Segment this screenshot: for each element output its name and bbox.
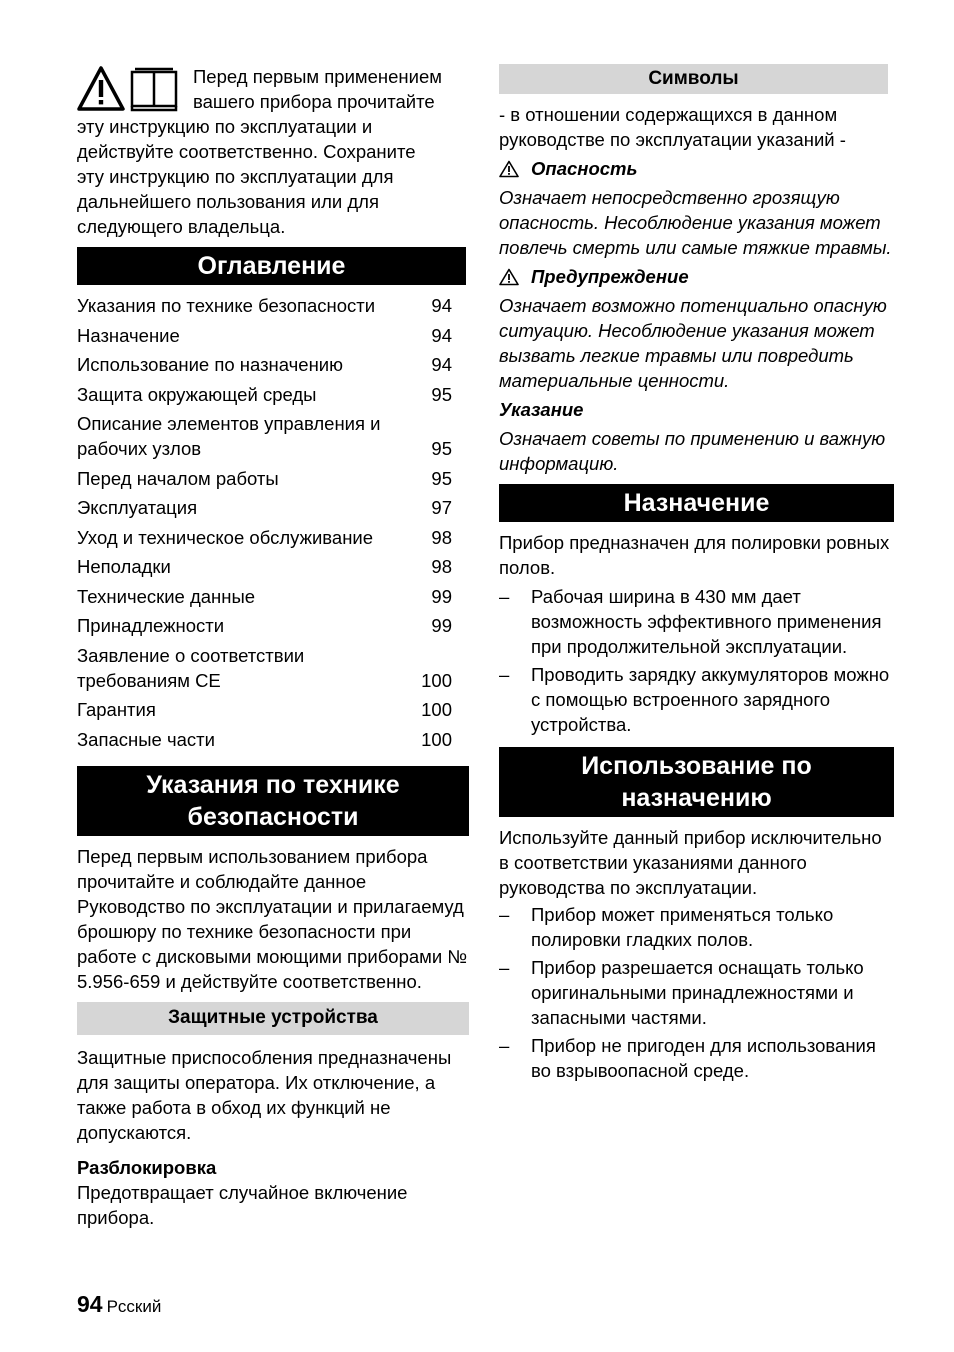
bullet-dash: –	[499, 957, 510, 978]
toc-entry[interactable]	[77, 409, 469, 464]
toc-entry-page: 98	[431, 526, 452, 548]
manual-book-icon	[132, 69, 176, 110]
toc-entry-page: 95	[431, 438, 452, 459]
intro-line: эту инструкцию по эксплуатации для	[77, 166, 394, 187]
left-column	[77, 64, 469, 1230]
purpose-heading: Назначение	[499, 484, 894, 522]
toc-entry[interactable]	[77, 523, 469, 553]
toc-entry-page: 100	[421, 699, 452, 720]
toc-entry-title: Описание элементов управления и рабочих узлов	[77, 413, 381, 459]
symbols-heading: Символы	[499, 64, 888, 94]
warning-triangle-icon	[79, 68, 123, 109]
danger-label: Опасность	[531, 158, 638, 179]
intro-line: следующего владельца.	[77, 216, 286, 237]
toc-entry-title: Запасные части	[77, 728, 215, 750]
purpose-list	[499, 584, 894, 737]
toc-entry[interactable]	[77, 695, 469, 725]
note-text: Означает советы по применению и важную информацию.	[499, 428, 886, 474]
list-item	[499, 584, 894, 659]
toc-entry-page: 100	[421, 728, 452, 750]
bullet-dash: –	[499, 586, 510, 607]
intro-line: дальнейшего пользования или для	[77, 191, 379, 212]
note-label: Указание	[499, 399, 584, 420]
bullet-dash: –	[499, 664, 510, 685]
toc-entry[interactable]	[77, 641, 469, 696]
toc-entry-page: 95	[431, 467, 452, 489]
toc-entry-page: 98	[431, 556, 452, 577]
toc-entry-title: Эксплуатация	[77, 497, 198, 518]
toc-entry-title: Уход и техническое обслуживание	[77, 526, 374, 548]
right-column	[499, 64, 894, 1093]
toc-entry-page: 99	[431, 615, 452, 636]
toc-entry-title: Технические данные	[77, 585, 256, 607]
toc-entry-page: 97	[431, 497, 452, 518]
toc-entry-title: Принадлежности	[77, 615, 225, 636]
usage-heading: Использование по назначению	[499, 747, 894, 817]
language-label: Рсский	[106, 1297, 162, 1316]
intro-line: эту инструкцию по эксплуатации и	[77, 116, 373, 137]
toc-entry[interactable]	[77, 321, 469, 351]
read-manual-icons	[77, 66, 182, 112]
list-item	[499, 902, 894, 952]
toc-entry[interactable]	[77, 380, 469, 410]
list-item	[499, 955, 894, 1030]
toc-entry-title: Перед началом работы	[77, 467, 279, 489]
toc-entry-title: Использование по назначению	[77, 354, 344, 375]
toc-heading: Оглавление	[77, 247, 466, 285]
toc-entry-title: Назначение	[77, 324, 180, 346]
table-of-contents	[77, 291, 469, 754]
toc-entry[interactable]	[77, 493, 469, 523]
warning-label: Предупреждение	[531, 266, 689, 287]
toc-entry-title: Заявление о соответствии требованиям CE	[77, 644, 305, 691]
intro-line: вашего прибора прочитайте	[193, 91, 435, 112]
usage-text: Используйте данный прибор исключительно в соответствии указаниями данного руководства по эксплуатации.	[499, 827, 882, 898]
toc-entry-page: 99	[431, 585, 452, 607]
unlock-text: Предотвращает случайное включение прибора.	[77, 1182, 408, 1228]
toc-entry[interactable]	[77, 582, 469, 612]
toc-entry[interactable]	[77, 291, 469, 321]
toc-entry[interactable]	[77, 350, 469, 380]
toc-entry-page: 95	[431, 383, 452, 405]
list-item-text: Прибор не пригоден для использования во взрывоопасной среде.	[531, 1035, 876, 1081]
toc-entry-title: Указания по технике безопасности	[77, 295, 376, 316]
toc-entry[interactable]	[77, 725, 469, 755]
bullet-dash: –	[499, 904, 510, 925]
symbols-intro: - в отношении содержащихся в данном руководстве по эксплуатации указаний -	[499, 104, 846, 150]
warning-text: Означает возможно потенциально опасную ситуацию. Несоблюдение указания может вызвать легкие травмы или повредить материальные ценности.	[499, 295, 887, 391]
list-item	[499, 1033, 894, 1083]
danger-text: Означает непосредственно грозящую опасность. Несоблюдение указания может повлечь смерть или самые тяжкие травмы.	[499, 187, 892, 258]
list-item-text: Прибор может применяться только полировки гладких полов.	[531, 904, 834, 950]
danger-label-row	[499, 156, 894, 181]
safety-text: Перед первым использованием прибора прочитайте и соблюдайте данное Руководство по эксплуатации и прилагаемуд брошюру по технике безопасности при работе с дисковыми моющими приборами № 5.956-659 и действуйте соответственно.	[77, 846, 468, 992]
warning-triangle-icon	[499, 268, 519, 286]
toc-entry[interactable]	[77, 552, 469, 582]
warning-triangle-icon	[499, 160, 519, 178]
list-item-text: Прибор разрешается оснащать только оригинальными принадлежностями и запасными частями.	[531, 957, 864, 1028]
intro-line: действуйте соответственно. Сохраните	[77, 141, 416, 162]
protective-devices-text: Защитные приспособления предназначены для защиты оператора. Их отключение, а также работа в обход их функций не допускаются.	[77, 1047, 452, 1143]
usage-list	[499, 902, 894, 1083]
unlock-title: Разблокировка	[77, 1157, 217, 1178]
toc-entry[interactable]	[77, 464, 469, 494]
list-item	[499, 662, 894, 737]
toc-entry-page: 94	[431, 324, 452, 346]
toc-entry-page: 94	[431, 354, 452, 375]
intro-notice	[77, 64, 469, 239]
toc-entry[interactable]	[77, 611, 469, 641]
bullet-dash: –	[499, 1035, 510, 1056]
purpose-text: Прибор предназначен для полировки ровных полов.	[499, 532, 890, 578]
toc-entry-page: 94	[431, 295, 452, 316]
safety-heading: Указания по технике безопасности	[77, 766, 469, 836]
page-number: 94	[77, 1291, 103, 1317]
toc-entry-page: 100	[421, 669, 452, 691]
list-item-text: Рабочая ширина в 430 мм дает возможность эффективного применения при продолжительной эксплуатации.	[531, 586, 882, 657]
list-item-text: Проводить зарядку аккумуляторов можно с помощью встроенного зарядного устройства.	[531, 664, 890, 735]
page-footer	[77, 1292, 161, 1319]
toc-entry-title: Гарантия	[77, 699, 156, 720]
toc-entry-title: Неполадки	[77, 556, 171, 577]
warning-label-row	[499, 264, 894, 289]
intro-line: Перед первым применением	[193, 66, 442, 87]
toc-entry-title: Защита окружающей среды	[77, 383, 317, 405]
protective-devices-heading: Защитные устройства	[77, 1002, 469, 1035]
